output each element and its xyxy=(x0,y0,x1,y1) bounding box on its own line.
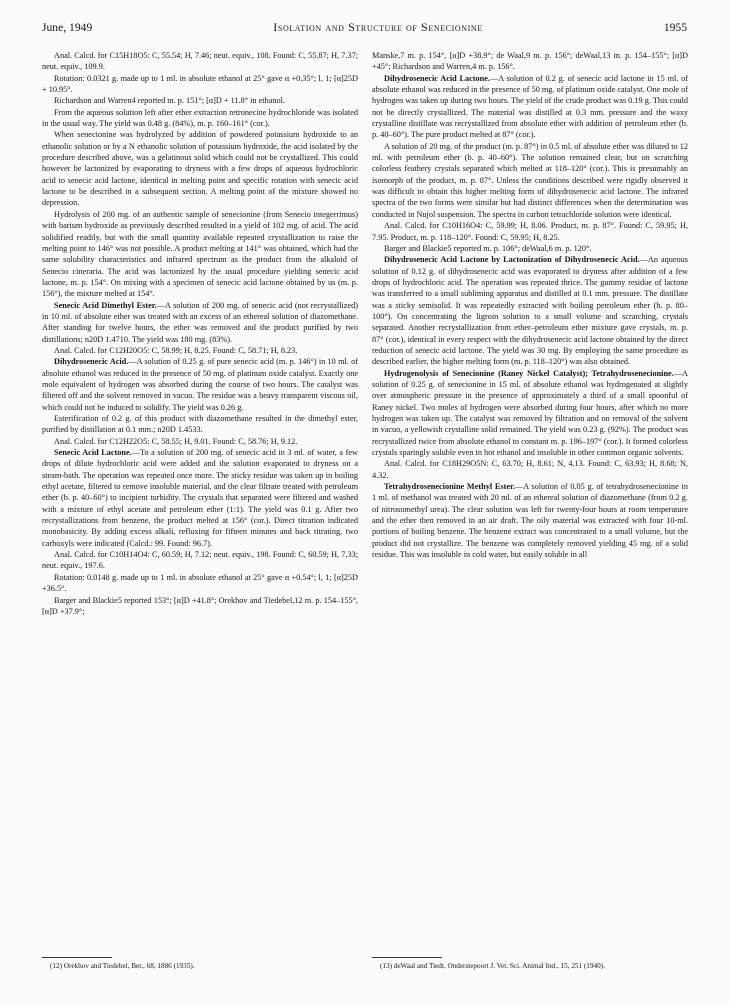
section-paragraph xyxy=(42,300,358,345)
analysis-paragraph: Anal. Calcd. for C10H14O4: C, 60.59; H, 7.12; neut. equiv., 198. Found: C, 60.59; H, 7.33; neut. equiv., 197.6. xyxy=(42,550,358,571)
header-title: Isolation and Structure of Senecionine xyxy=(273,20,483,34)
footnote-rule xyxy=(42,957,112,958)
body-paragraph: A solution of 20 mg. of the product (m. p. 87°) in 0.5 ml. of absolute ether was diluted to 12 ml. with petroleum ether (b. p. 40–60°). The solution remained clear, but on scratching colorless feathery crystals separated which melted at 118–120° (cor.). This is presumably an isomorph of the product, m. p. 87°. Unless the conditions described were rigidly observed it was difficult to obtain this higher melting form of dihydrosenecic acid lactone. The infrared spectra of the two forms were similar but had distinct differences when the determination was conducted in Nujol suspension. The spectra in carbon tetrachloride solution were identical. xyxy=(372,141,688,219)
section-paragraph xyxy=(372,254,688,367)
left-column xyxy=(42,50,358,617)
section-paragraph xyxy=(42,447,358,549)
literature-paragraph: Richardson and Warren4 reported m. p. 151°; [α]D + 11.8° in ethanol. xyxy=(54,96,285,106)
section-paragraph xyxy=(372,73,688,141)
section-paragraph xyxy=(372,368,688,459)
analysis-paragraph: Anal. Calcd. for C18H29O5N: C, 63.70; H, 8.61; N, 4.13. Found: C, 63.93; H, 8.68; N, 4.32. xyxy=(372,459,688,480)
page-number: 1955 xyxy=(663,21,687,34)
section-heading: Hydrogenolysis of Senecionine (Raney Nickel Catalyst); Tetrahydrosenecionine. xyxy=(384,368,674,378)
section-body: —A solution of 0.25 g. of pure senecic acid (m. p. 146°) in 10 ml. of absolute ethanol was reduced in the presence of 50 mg. of platinum oxide catalyst. Exactly one mole equivalent of hydrogen was absorbed during the course of two hours. The catalyst was filtered off and the solvent removed in vacuo. The residue was a heavy transparent viscous oil, which could not be induced to solidify. The yield was 0.26 g. xyxy=(42,357,358,412)
section-body: —A solution of 0.25 g. of senecionine in 15 ml. of absolute ethanol was hydrogenated at slightly over atmospheric pressure in the presence of approximately a third of a small spoonful of Raney nickel. Two moles of hydrogen were absorbed during four hours, after which no more hydrogen was taken up. The catalyst was removed by filtration and on removal of the solvent in vacuo, a yellowish crystalline solid remained. The yield was 0.23 g. (92%). The product was recrystallized twice from absolute ethanol to constant m. p. 196–197° (cor.). It formed colorless crystals sparingly soluble even in hot ethanol and insoluble in other common organic solvents. xyxy=(372,368,688,458)
section-body: —A solution of 0.05 g. of tetrahydrosenecionine in 1 ml. of methanol was treated with 20 ml. of an ethereal solution of diazomethane (from 0.2 g. of nitrosomethyl urea). The clear solution was left for twenty-four hours at room temperature and the ether then removed in an air draft. The oily material was extracted with four 10-ml. portions of boiling benzene. The benzene extract was concentrated to a small volume, but the product did not crystallize. The benzene was completely removed yielding 45 mg. of a solid residue. This was insoluble in cold water, but easily soluble in all xyxy=(372,482,688,560)
section-body: —A solution of 200 mg. of senecic acid (not recrystallized) in 10 ml. of absolute ether was treated with an excess of an ethereal solution of diazomethane. After standing for twelve hours, the ether was removed and the product purified by two distillations; n20D 1.4710. The yield was 180 mg. (83%). xyxy=(42,300,358,344)
body-paragraph: Hydrolysis of 200 mg. of an authentic sample of senecionine (from Senecio integerrimus) with barium hydroxide as previously described resulted in a yield of 102 mg. of acid. The acid solidified readily, but with the small quantity available repeated crystallization to raise the melting point to 146° was not possible. A product melting at 141° was obtained, which had the same solubility characteristics and infrared spectrum as the product from the alkaloid of Senecio cineraria. The acid was lactonized by the usual procedure yielding senecic acid lactone, m. p. 154°. On mixing with a specimen of senecic acid lactone obtained by us (m. p. 156°), the mixture melted at 154°. xyxy=(42,209,358,299)
running-header xyxy=(42,20,687,42)
footnote-rule xyxy=(372,957,442,958)
section-heading: Tetrahydrosenecionine Methyl Ester. xyxy=(384,482,515,492)
analysis-paragraph: Anal. Calcd. for C10H16O4: C, 59.99; H, 8.06. Product, m. p. 87°. Found: C, 59.95; H, 7.95. Product, m. p. 118–120°. Found: C, 59.95; H, 8.25. xyxy=(372,221,688,242)
body-paragraph: From the aqueous solution left after ether extraction retronecine hydrochloride was isolated in the usual way. The yield was 0.48 g. (84%), m. p. 160–161° (cor.). xyxy=(42,107,358,129)
section-body: —A solution of 0.2 g. of senecic acid lactone in 15 ml. of absolute ethanol was reduced in the presence of 50 mg. of platinum oxide catalyst. One mole of hydrogen was taken up during two hours. The yield of the crude product was 0.19 g. This could not be directly crystallized. The material was distilled at 0.3 mm. pressure and the waxy crystalline distillate was recrystallized from absolute ether with addition of petroleum ether (b. p. 40–60°). The pure product melted at 87° (cor.). xyxy=(372,73,688,140)
section-body: —An aqueous solution of 0.12 g. of dihydrosenecic acid was evaporated to dryness after addition of a few drops of hydrochloric acid. The operation was repeated thrice. The gummy residue of lactone was transferred to a small subliming apparatus and distilled at 0.1 mm. pressure. The distillate was a sticky semisolid. It was repeatedly extracted with boiling petroleum ether (b. p. 80–100°). On concentrating the ligroin solution to a small volume and scratching, crystals separated. Another recrystallization from ether–petroleum ether mixture gave crystals, m. p. 87° (cor.), identical in every respect with the dihydrosenecic acid lactone obtained by the direct reduction of senecic acid lactone. The yield was 30 mg. By employing the same procedure as described earlier, the higher melting form (m. p. 118–120°) was also obtained. xyxy=(372,255,688,367)
header-date: June, 1949 xyxy=(42,21,93,34)
literature-paragraph: Barger and Blackie5 reported m. p. 106°; deWaal,6 m. p. 120°. xyxy=(384,243,592,253)
footnote-12: (12) Orekhov and Tiedebel, Ber., 68, 1886 (1935). xyxy=(50,962,195,970)
section-heading: Senecic Acid Lactone. xyxy=(54,448,132,458)
left-footnotes xyxy=(42,957,358,971)
literature-paragraph: Manske,7 m. p. 154°, [α]D +38.9°; de Waal,9 m. p. 156°; deWaal,13 m. p. 154–155°; [α]D +45°; Richardson and Warren,4 m. p. 156°. xyxy=(372,51,688,72)
literature-paragraph: Barger and Blackie5 reported 153°; [α]D +41.8°; Orekhov and Tiedebel,12 m. p. 154–155°, [α]D +37.9°; xyxy=(42,595,358,616)
right-footnotes xyxy=(372,957,688,971)
section-heading: Dihydrosenecic Acid Lactone by Lactonization of Dihydrosenecic Acid. xyxy=(384,255,640,265)
rotation-paragraph: Rotation: 0.0321 g. made up to 1 ml. in absolute ethanol at 25° gave α +0.35°; l, 1; [α]25D + 10.95°. xyxy=(42,73,358,95)
analysis-paragraph: Anal. Calcd. for C12H20O5: C, 58.99; H, 8.25. Found: C, 58.71; H, 8.23. xyxy=(54,345,298,355)
section-body: —To a solution of 200 mg. of senecic acid in 3 ml. of water, a few drops of dilute hydrochloric acid were added and the solution evaporated to dryness on a steam-bath. The operation was repeated once more. The sticky residue was taken up in boiling ethyl acetate, filtered to remove insoluble material, and the clear filtrate treated with petroleum ether (b. p. 40–60°) to incipient turbidity. The crystals that separated were filtered and washed with a mixture of ethyl acetate and petroleum ether (1:1). The yield was 0.1 g. After two recrystallizations from benzene, the product melted at 156° (cor.). Direct titration indicated monobasicity. By adding excess alkali, refluxing for fifteen minutes and back titrating, two carboxyls were indicated (Calcd.: 99. Found: 96.7). xyxy=(42,448,358,548)
footnote-13: (13) deWaal and Tiedt, Onderstepoort J. Vet. Sci. Animal Ind., 15, 251 (1940). xyxy=(380,962,605,970)
analysis-paragraph: Anal. Calcd. for C15H18O5: C, 55.54; H, 7.46; neut. equiv., 108. Found: C, 55.87; H, 7.37; neut. equiv., 109.9. xyxy=(42,51,358,72)
rotation-paragraph: Rotation: 0.0148 g. made up to 1 ml. in absolute ethanol at 25° gave α +0.54°; l, 1; [α]25D +36.5°. xyxy=(42,572,358,594)
body-paragraph: When senecionine was hydrolyzed by addition of powdered potassium hydroxide to an ethanolic solution or by a N ethanolic solution of potassium hydroxide, the acid isolated by the procedure described above, was a gelatinous solid which could not be crystallized. This could however be lactonized by evaporating to dryness with a few drops of aqueous hydrochloric acid to senecic acid lactone, identical in melting point and specific rotation with senecic acid lactone to be described in a subsequent section. A melting point of the mixture showed no depression. xyxy=(42,130,358,208)
section-paragraph xyxy=(42,356,358,413)
right-column xyxy=(372,50,688,560)
section-heading: Dihydrosenecic Acid Lactone. xyxy=(384,73,490,83)
body-paragraph: Esterification of 0.2 g. of this product with diazomethane resulted in the dimethyl ester, purified by distillation at 0.1 mm.; n20D 1.4533. xyxy=(42,414,358,435)
section-heading: Dihydrosenecic Acid. xyxy=(54,357,129,367)
analysis-paragraph: Anal. Calcd. for C12H22O5: C, 58.55; H, 9.01. Found: C, 58.76; H, 9.12. xyxy=(54,436,298,446)
section-heading: Senecic Acid Dimethyl Ester. xyxy=(54,300,157,310)
section-paragraph xyxy=(372,481,688,560)
